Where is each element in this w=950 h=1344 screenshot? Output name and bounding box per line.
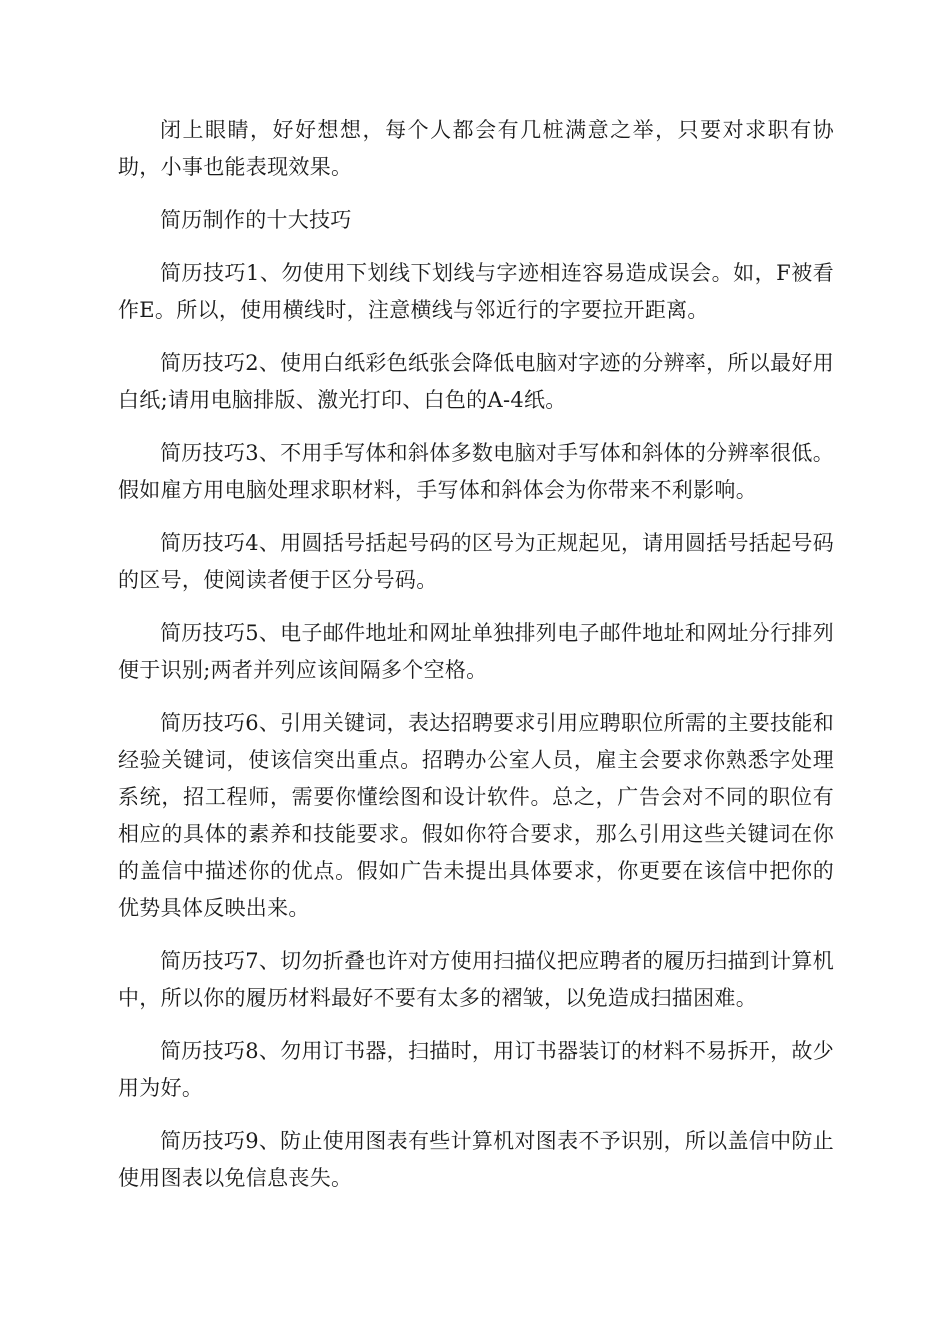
document-body xyxy=(118,112,834,1213)
tip-6-paragraph: 简历技巧6、引用关键词，表达招聘要求引用应聘职位所需的主要技能和经验关键词，使该信突出重点。招聘办公室人员，雇主会要求你熟悉字处理系统，招工程师，需要你懂绘图和设计软件。总之，广告会对不同的职位有相应的具体的素养和技能要求。假如你符合要求，那么引用这些关键词在你的盖信中描述你的优点。假如广告未提出具体要求，你更要在该信中把你的优势具体反映出来。 xyxy=(118,711,834,920)
tip-1-paragraph: 简历技巧1、勿使用下划线下划线与字迹相连容易造成误会。如，F被看作E。所以，使用横线时，注意横线与邻近行的字要拉开距离。 xyxy=(118,261,834,322)
tip-7-paragraph: 简历技巧7、切勿折叠也许对方使用扫描仪把应聘者的履历扫描到计算机中，所以你的履历材料最好不要有太多的褶皱，以免造成扫描困难。 xyxy=(118,949,834,1010)
paragraph-intro: 闭上眼睛，好好想想，每个人都会有几桩满意之举，只要对求职有协助，小事也能表现效果。 xyxy=(118,118,834,179)
tip-5-paragraph: 简历技巧5、电子邮件地址和网址单独排列电子邮件地址和网址分行排列便于识别;两者并列应该间隔多个空格。 xyxy=(118,621,834,682)
tip-8-paragraph: 简历技巧8、勿用订书器，扫描时，用订书器装订的材料不易拆开，故少用为好。 xyxy=(118,1039,834,1100)
tip-3-paragraph: 简历技巧3、不用手写体和斜体多数电脑对手写体和斜体的分辨率很低。假如雇方用电脑处理求职材料，手写体和斜体会为你带来不利影响。 xyxy=(118,441,834,502)
tip-2-paragraph: 简历技巧2、使用白纸彩色纸张会降低电脑对字迹的分辨率，所以最好用白纸;请用电脑排版、激光打印、白色的A-4纸。 xyxy=(118,351,834,412)
tip-4-paragraph: 简历技巧4、用圆括号括起号码的区号为正规起见，请用圆括号括起号码的区号，使阅读者便于区分号码。 xyxy=(118,531,834,592)
tip-9-paragraph: 简历技巧9、防止使用图表有些计算机对图表不予识别，所以盖信中防止使用图表以免信息丧失。 xyxy=(118,1129,834,1190)
section-heading: 简历制作的十大技巧 xyxy=(160,208,352,232)
